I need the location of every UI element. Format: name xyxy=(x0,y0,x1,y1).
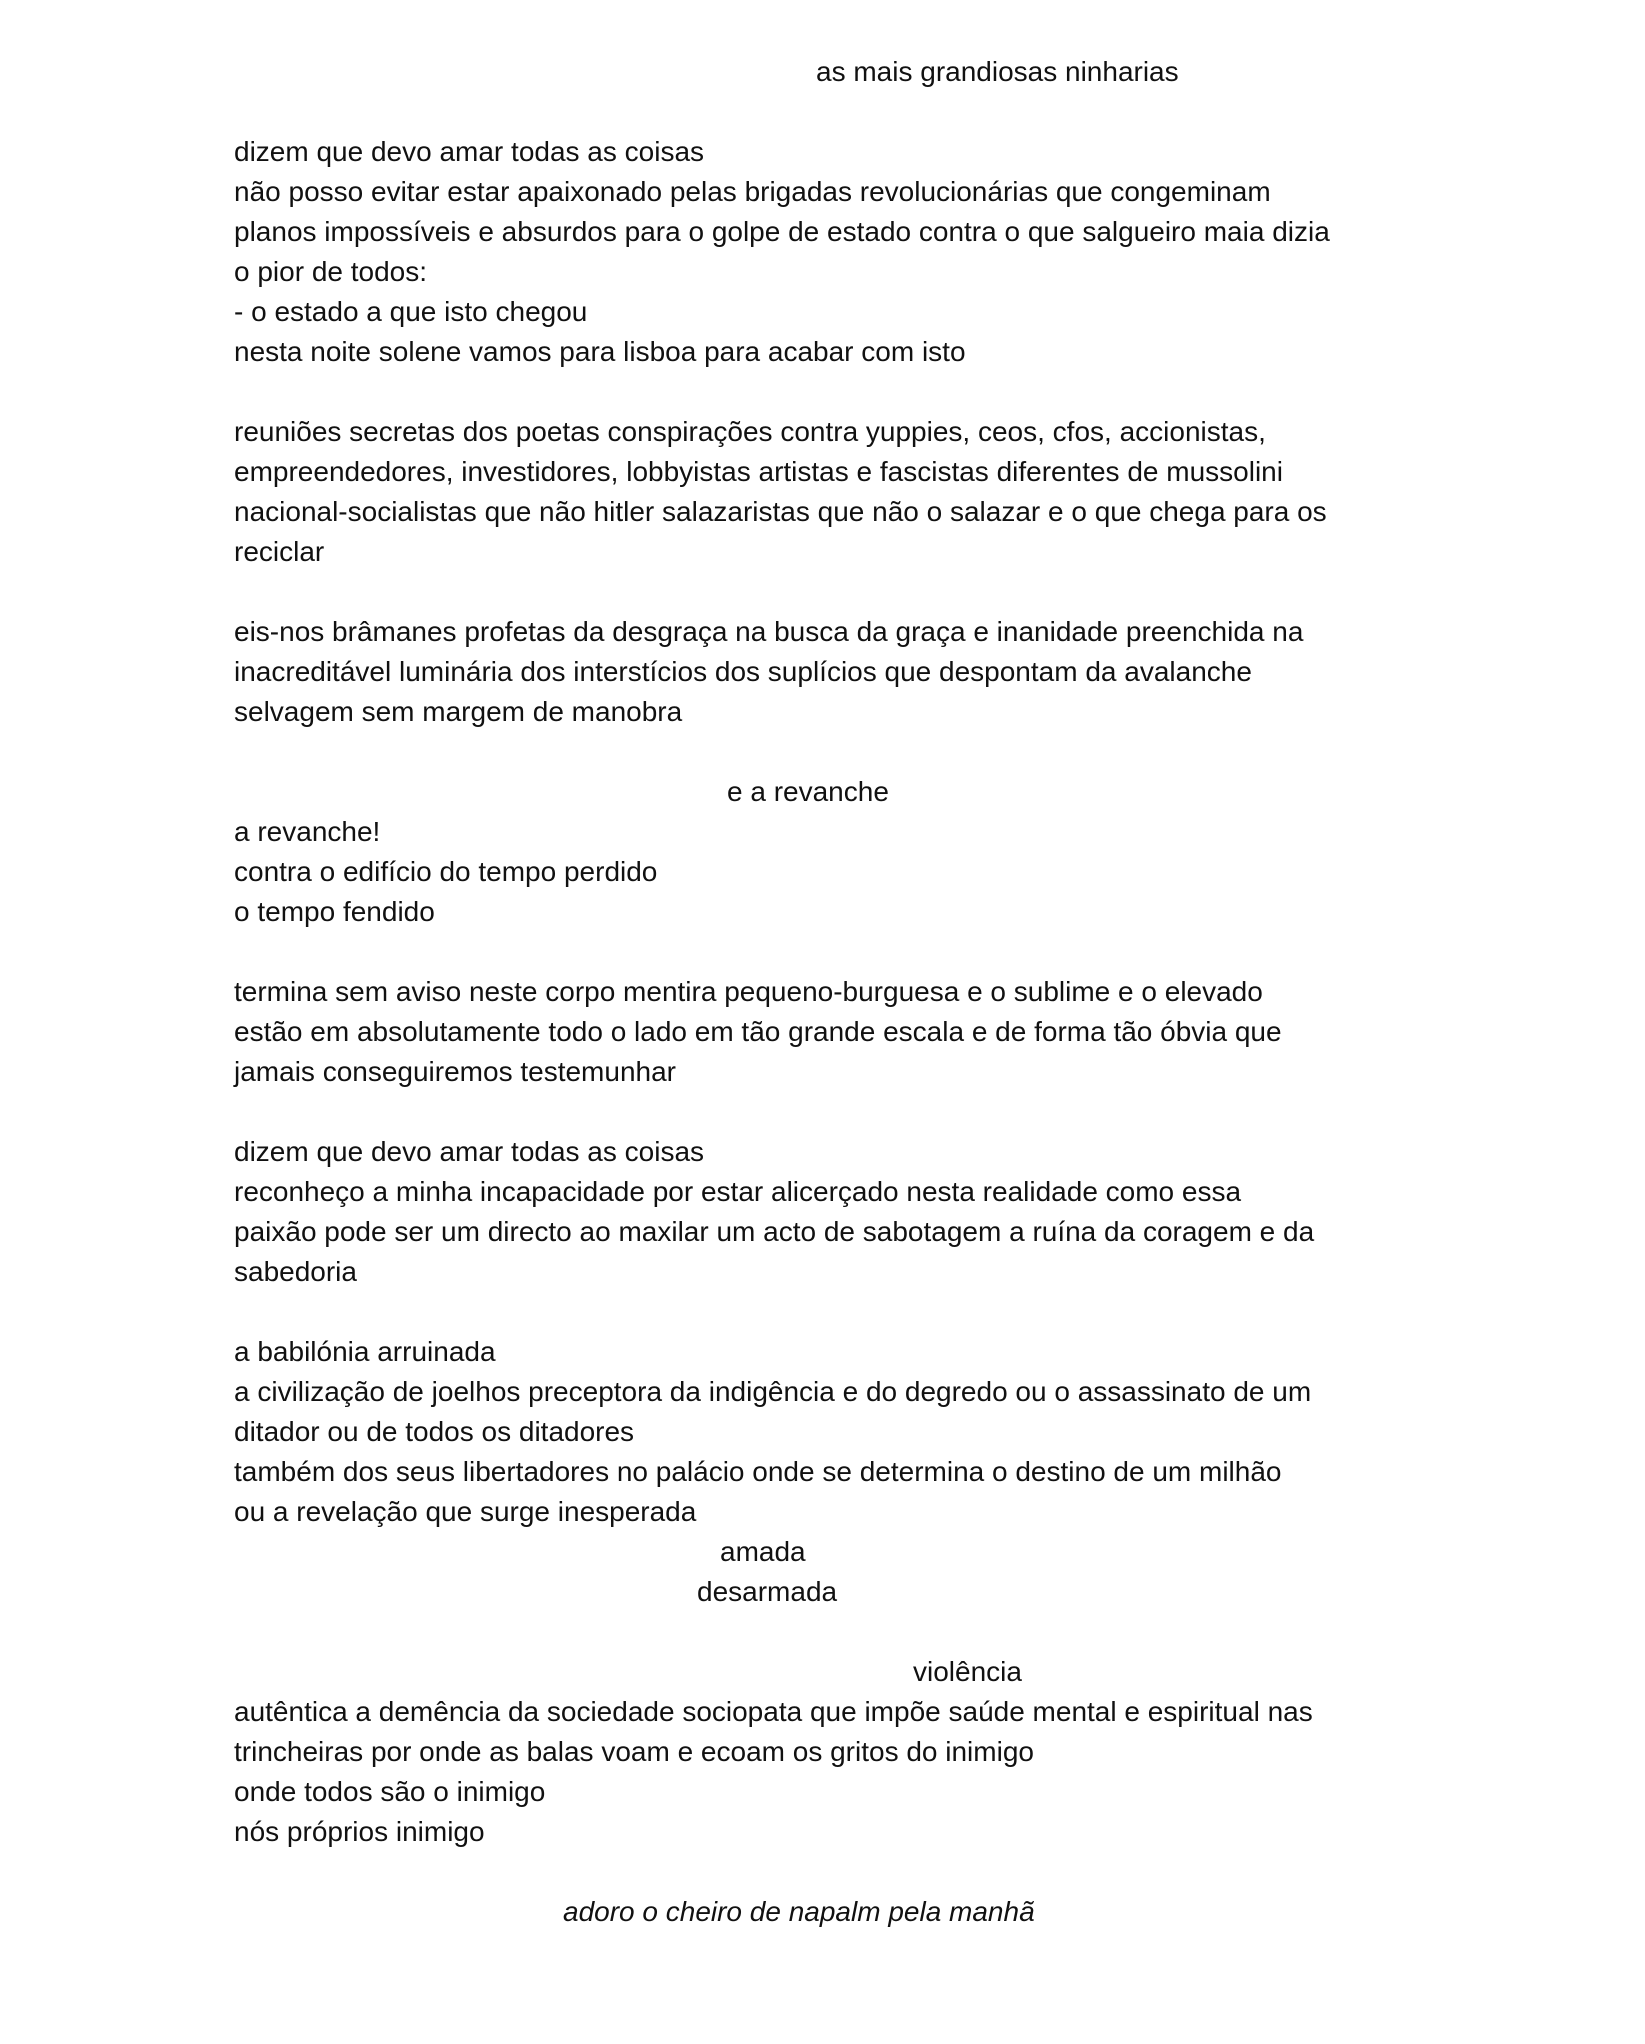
poem-line: reconheço a minha incapacidade por estar alicerçado nesta realidade como essa xyxy=(234,1176,1242,1207)
poem-line-indented: violência xyxy=(913,1656,1022,1687)
poem-line: eis-nos brâmanes profetas da desgraça na busca da graça e inanidade preenchida na xyxy=(234,616,1304,647)
poem-line: nacional-socialistas que não hitler salazaristas que não o salazar e o que chega para os xyxy=(234,496,1327,527)
poem-line: o pior de todos: xyxy=(234,256,428,287)
poem-line: também dos seus libertadores no palácio onde se determina o destino de um milhão xyxy=(234,1456,1282,1487)
poem-line: ditador ou de todos os ditadores xyxy=(234,1416,635,1447)
poem-line: dizem que devo amar todas as coisas xyxy=(234,1136,705,1167)
poem-line: dizem que devo amar todas as coisas xyxy=(234,136,705,167)
poem-line: contra o edifício do tempo perdido xyxy=(234,856,658,887)
poem-line: estão em absolutamente todo o lado em tão grande escala e de forma tão óbvia que xyxy=(234,1016,1282,1047)
poem-line: inacreditável luminária dos interstícios dos suplícios que despontam da avalanche xyxy=(234,656,1252,687)
poem-line: trincheiras por onde as balas voam e ecoam os gritos do inimigo xyxy=(234,1736,1034,1767)
poem-line: reuniões secretas dos poetas conspirações contra yuppies, ceos, cfos, accionistas, xyxy=(234,416,1266,447)
poem-line: autêntica a demência da sociedade sociopata que impõe saúde mental e espiritual nas xyxy=(234,1696,1313,1727)
poem-title: as mais grandiosas ninharias xyxy=(816,56,1179,87)
poem-line: reciclar xyxy=(234,536,325,567)
poem-line: termina sem aviso neste corpo mentira pequeno-burguesa e o sublime e o elevado xyxy=(234,976,1263,1007)
poem-line: a revanche! xyxy=(234,816,381,847)
poem-line: - o estado a que isto chegou xyxy=(234,296,588,327)
poem-line: nesta noite solene vamos para lisboa para acabar com isto xyxy=(234,336,966,367)
poem-line: planos impossíveis e absurdos para o golpe de estado contra o que salgueiro maia dizia xyxy=(234,216,1330,247)
poem-line: paixão pode ser um directo ao maxilar um acto de sabotagem a ruína da coragem e da xyxy=(234,1216,1315,1247)
poem-line: nós próprios inimigo xyxy=(234,1816,485,1847)
poem-line: ou a revelação que surge inesperada xyxy=(234,1496,697,1527)
poem-line: não posso evitar estar apaixonado pelas brigadas revolucionárias que congeminam xyxy=(234,176,1271,207)
poem-line-centered: amada xyxy=(720,1536,806,1567)
poem-line: a civilização de joelhos preceptora da indigência e do degredo ou o assassinato de um xyxy=(234,1376,1312,1407)
poem-line-centered: e a revanche xyxy=(727,776,889,807)
poem-line: o tempo fendido xyxy=(234,896,435,927)
poem-line: onde todos são o inimigo xyxy=(234,1776,546,1807)
poem-line-centered: desarmada xyxy=(697,1576,838,1607)
closing-line: adoro o cheiro de napalm pela manhã xyxy=(563,1896,1035,1927)
poem-line: selvagem sem margem de manobra xyxy=(234,696,683,727)
poem-line: empreendedores, investidores, lobbyistas artistas e fascistas diferentes de mussolini xyxy=(234,456,1283,487)
poem-line: a babilónia arruinada xyxy=(234,1336,496,1367)
poem-line: sabedoria xyxy=(234,1256,357,1287)
poem-line: jamais conseguiremos testemunhar xyxy=(234,1056,676,1087)
